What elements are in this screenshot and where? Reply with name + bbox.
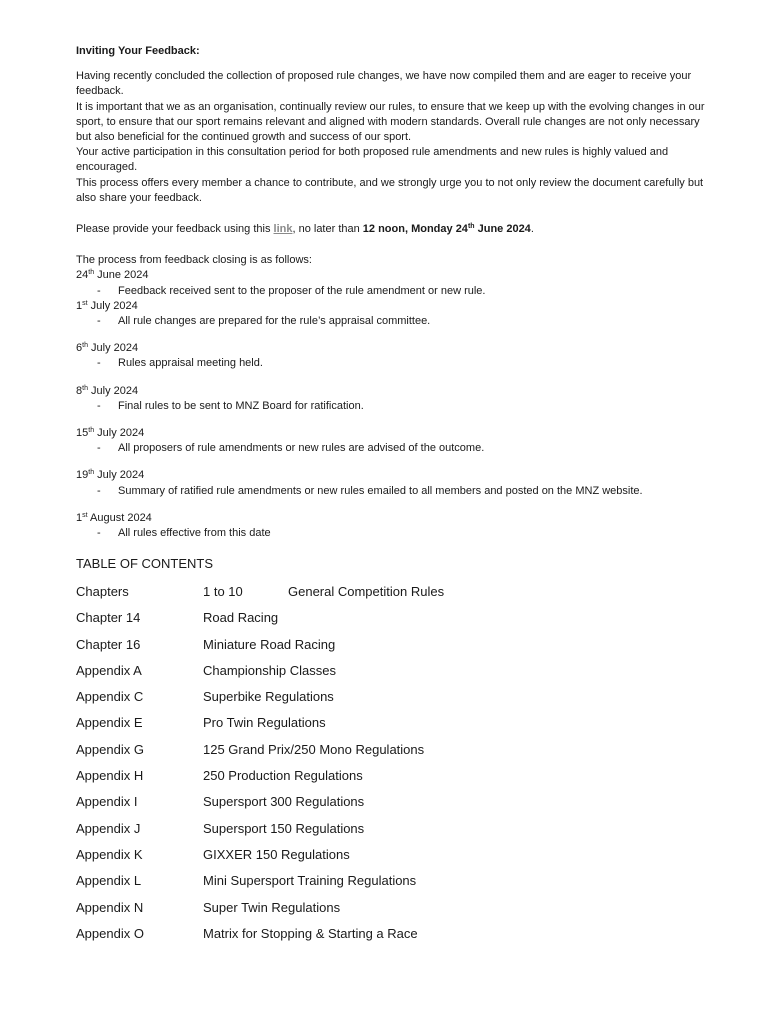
toc-entry-title: General Competition Rules <box>288 584 445 599</box>
feedback-suffix: . <box>530 223 534 236</box>
toc-row <box>76 926 716 952</box>
bullet-dash: - <box>97 484 101 497</box>
intro-paragraph: It is important that we as an organisation, continually review our rules, to ensure that we keep up with the evolving changes in our sport, to ensure that our sport remains relevant and aligned with modern standards. Overall rule changes are not only necessary but also beneficial for the continued growth and success of our sport. <box>76 100 705 144</box>
toc-section: Appendix H <box>76 768 144 784</box>
date-rest: June 2024 <box>94 269 149 282</box>
timeline-date <box>76 468 716 483</box>
toc-section: Appendix A <box>76 662 142 678</box>
timeline-item-text: All rules effective from this date <box>118 527 271 540</box>
date-rest: July 2024 <box>94 469 145 482</box>
intro-paragraph: Your active participation in this consultation period for both proposed rule amendments and new rules is highly valued and encouraged. <box>76 146 669 174</box>
date-rest: July 2024 <box>87 299 138 312</box>
toc-section: Appendix G <box>76 741 144 757</box>
toc-entry-title: Supersport 150 Regulations <box>203 820 365 836</box>
feedback-deadline <box>363 223 531 235</box>
bullet-dash: - <box>97 399 101 412</box>
toc-row <box>76 821 716 847</box>
toc-section: Appendix J <box>76 820 141 836</box>
timeline-item <box>97 399 716 414</box>
date-ordinal: st <box>82 299 88 307</box>
timeline-date <box>76 299 716 314</box>
toc-entry-title: Superbike Regulations <box>203 689 334 705</box>
toc-row <box>76 663 716 689</box>
toc-section: Chapter 14 <box>76 610 141 626</box>
toc-entry-title: Supersport 300 Regulations <box>203 794 365 810</box>
date-rest: July 2024 <box>87 342 139 355</box>
bullet-dash: - <box>97 315 101 328</box>
timeline-item <box>97 441 716 456</box>
toc-row <box>76 742 716 768</box>
deadline-part: June 2024 <box>474 223 531 236</box>
toc-row <box>76 794 716 820</box>
timeline-item-text: Rules appraisal meeting held. <box>118 357 263 370</box>
deadline-part: 12 noon, Monday 24 <box>362 223 468 236</box>
timeline-date <box>76 426 716 441</box>
deadline-ordinal: th <box>467 223 475 231</box>
feedback-middle: , no later than <box>292 223 363 236</box>
toc-entry-title: GIXXER 150 Regulations <box>203 846 350 862</box>
date-ordinal: th <box>88 427 95 435</box>
date-day: 6 <box>76 342 83 355</box>
feedback-link[interactable]: link <box>273 223 293 236</box>
date-day: 19 <box>76 469 89 482</box>
date-day: 1 <box>76 299 83 312</box>
toc-entry-title: Miniature Road Racing <box>203 636 336 652</box>
toc-section: Chapter 16 <box>76 636 141 652</box>
toc-section: Appendix K <box>76 846 143 862</box>
intro-paragraph: Having recently concluded the collection of proposed rule changes, we have now compiled them and are eager to receive your feedback. <box>76 70 692 98</box>
toc-section: Appendix N <box>76 899 144 915</box>
timeline-item-text: Final rules to be sent to MNZ Board for ratification. <box>118 399 364 412</box>
toc-entry-title: Championship Classes <box>203 662 336 678</box>
timeline-item <box>97 314 716 329</box>
toc-row <box>76 610 716 636</box>
toc-row <box>76 637 716 663</box>
timeline-item-text: All proposers of rule amendments or new rules are advised of the outcome. <box>118 442 485 455</box>
toc-range: 1 to 10 <box>203 584 243 599</box>
toc-entry-title: Matrix for Stopping & Starting a Race <box>203 925 418 941</box>
toc-entry-title: Super Twin Regulations <box>203 899 341 915</box>
feedback-instruction <box>76 222 716 237</box>
date-day: 1 <box>76 511 83 524</box>
timeline-item <box>97 284 716 299</box>
toc-row <box>76 900 716 926</box>
bullet-dash: - <box>97 284 101 297</box>
toc-entry-title: Mini Supersport Training Regulations <box>203 873 417 889</box>
toc-row <box>76 768 716 794</box>
date-rest: July 2024 <box>94 427 145 440</box>
feedback-prefix: Please provide your feedback using this <box>76 223 274 236</box>
bullet-dash: - <box>97 442 101 455</box>
timeline-item-text: All rule changes are prepared for the rule’s appraisal committee. <box>118 315 431 328</box>
date-ordinal: th <box>88 469 95 477</box>
toc-row <box>76 689 716 715</box>
process-title: The process from feedback closing is as follows: <box>76 254 312 267</box>
table-of-contents <box>76 556 716 952</box>
toc-section: Chapters <box>76 584 129 599</box>
date-ordinal: th <box>82 342 88 350</box>
toc-entry-title: 250 Production Regulations <box>203 768 363 784</box>
toc-section: Appendix C <box>76 689 144 705</box>
date-rest: August 2024 <box>87 511 152 524</box>
timeline-item <box>97 356 716 371</box>
timeline-item <box>97 484 716 499</box>
bullet-dash: - <box>97 527 101 540</box>
date-ordinal: th <box>88 269 95 277</box>
toc-row <box>76 847 716 873</box>
date-day: 8 <box>76 384 83 397</box>
date-rest: July 2024 <box>87 384 139 397</box>
timeline-date <box>76 341 716 356</box>
toc-entry-title: Road Racing <box>203 610 279 626</box>
date-day: 15 <box>76 427 89 440</box>
toc-row <box>76 584 716 610</box>
toc-section: Appendix L <box>76 873 142 889</box>
timeline-date <box>76 384 716 399</box>
intro-paragraph: This process offers every member a chance to contribute, and we strongly urge you to not only review the document carefully but also share your feedback. <box>76 176 704 204</box>
timeline-date <box>76 268 716 283</box>
toc-section: Appendix E <box>76 715 143 731</box>
feedback-heading: Inviting Your Feedback: <box>76 45 200 57</box>
timeline <box>76 268 716 541</box>
toc-section: Appendix O <box>76 925 144 941</box>
date-ordinal: th <box>82 384 88 392</box>
toc-row <box>76 715 716 741</box>
date-day: 24 <box>76 269 89 282</box>
intro-section <box>76 44 716 541</box>
bullet-dash: - <box>97 357 101 370</box>
toc-entry-title: 125 Grand Prix/250 Mono Regulations <box>203 741 425 757</box>
timeline-item-text: Feedback received sent to the proposer of the rule amendment or new rule. <box>118 284 486 297</box>
toc-section: Appendix I <box>76 794 138 810</box>
toc-row <box>76 873 716 899</box>
toc-title: TABLE OF CONTENTS <box>76 556 213 571</box>
date-ordinal: st <box>82 511 88 519</box>
timeline-item <box>97 526 716 541</box>
timeline-item-text: Summary of ratified rule amendments or new rules emailed to all members and posted on the MNZ website. <box>118 484 643 497</box>
timeline-date <box>76 511 716 526</box>
toc-entry-title: Pro Twin Regulations <box>203 715 326 731</box>
